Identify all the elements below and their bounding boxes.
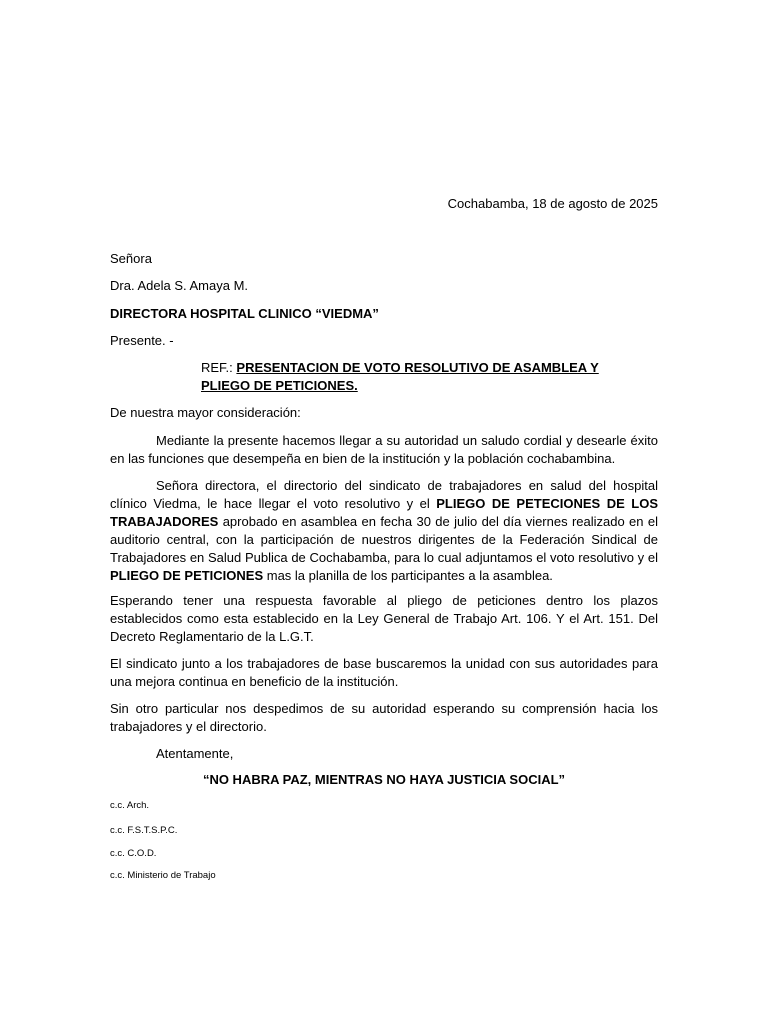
cc-line: c.c. F.S.T.S.P.C. [110,825,178,836]
paragraph-2-bold-a: PLIEGO DE PETECIONES DE LOS TRABAJADORES [110,496,658,529]
cc-line: c.c. Ministerio de Trabajo [110,870,216,881]
closing: Atentamente, [156,746,234,761]
greeting: De nuestra mayor consideración: [110,405,301,420]
cc-line: c.c. C.O.D. [110,848,157,859]
motto: “NO HABRA PAZ, MIENTRAS NO HAYA JUSTICIA SOCIAL” [202,772,566,787]
cc-line: c.c. Arch. [110,800,150,811]
paragraph-2-text-a: Señora directora, el directorio del sindicato de trabajadores en salud del hospital clínico Viedma, le hace llegar el voto resolutivo y el [110,478,658,511]
paragraph-4: El sindicato junto a los trabajadores de base buscaremos la unidad con sus autoridades para una mejora continua en beneficio de la institución. [110,656,658,689]
reference-prefix: REF.: [201,360,237,375]
salutation: Señora [110,251,152,266]
paragraph-2-text-b: aprobado en asamblea en fecha 30 de julio del día viernes realizado en el auditorio central, con la participación de nuestros dirigentes de la Federación Sindical de Trabajadores en Salud Publica de Cochabamba, para lo cual adjuntamos el voto resolutivo y el [110,514,658,565]
paragraph-2-text-c: mas la planilla de los participantes a la asamblea. [263,568,553,583]
recipient-title: DIRECTORA HOSPITAL CLINICO “VIEDMA” [110,306,379,321]
reference-subject: PRESENTACION DE VOTO RESOLUTIVO DE ASAMBLEA Y PLIEGO DE PETICIONES. [201,360,599,393]
reference-line [201,359,641,395]
paragraph-3: Esperando tener una respuesta favorable al pliego de peticiones dentro los plazos establecidos como esta establecido en la Ley General de Trabajo Art. 106. Y el Art. 151. Del Decreto Reglamentario de la L.G.T. [110,593,658,644]
paragraph-2-bold-b: PLIEGO DE PETICIONES [110,568,264,583]
presente-line: Presente. - [110,333,174,348]
letter-date: Cochabamba, 18 de agosto de 2025 [447,196,658,211]
paragraph-2 [110,477,658,585]
paragraph-1: Mediante la presente hacemos llegar a su autoridad un saludo cordial y desearle éxito en las funciones que desempeña en bien de la institución y la población cochabambina. [110,433,658,466]
paragraph-5: Sin otro particular nos despedimos de su autoridad esperando su comprensión hacia los trabajadores y el directorio. [110,701,658,734]
recipient-name: Dra. Adela S. Amaya M. [110,278,249,293]
